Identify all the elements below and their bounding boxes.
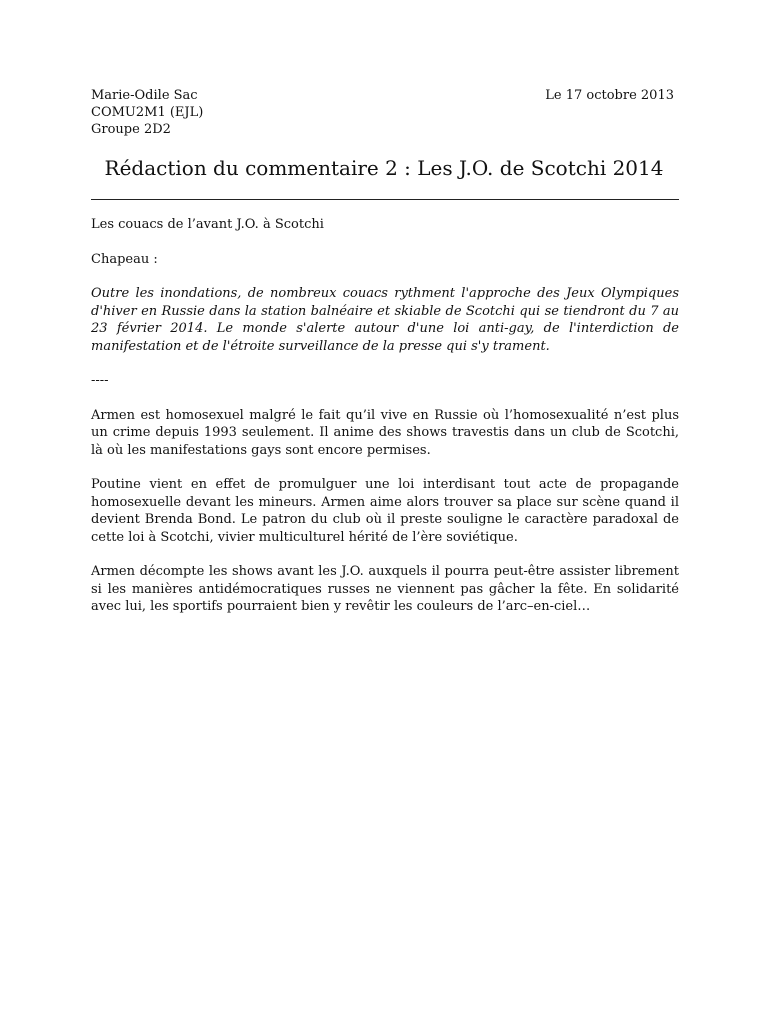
document-title: Rédaction du commentaire 2 : Les J.O. de Scotchi 2014 xyxy=(104,156,664,180)
course-code: COMU2M1 (EJL) xyxy=(91,105,204,120)
section-separator: ---- xyxy=(91,373,109,388)
author-block xyxy=(91,87,203,138)
body-paragraph: Armen décompte les shows avant les J.O. auxquels il pourra peut-être assister librement si les manières antidémocratiques russes ne viennent pas gâcher la fête. En solidarité avec lui, les sportifs pourraient bien y revêtir les couleurs de l’arc–en-ciel… xyxy=(91,564,679,614)
group-name: Groupe 2D2 xyxy=(91,122,171,137)
body-paragraph: Poutine vient en effet de promulguer une loi interdisant tout acte de propagande homosexuelle devant les mineurs. Armen aime alors trouver sa place sur scène quand il devient Brenda Bond. Le patron du club où il preste souligne le caractère paradoxal de cette loi à Scotchi, vivier multiculturel hérité de l’ère soviétique. xyxy=(91,477,679,545)
document-body xyxy=(91,216,679,633)
document-date: Le 17 octobre 2013 xyxy=(545,88,674,103)
author-name: Marie-Odile Sac xyxy=(91,88,198,103)
chapeau-label: Chapeau : xyxy=(91,251,158,267)
chapeau-text: Outre les inondations, de nombreux couacs rythment l'approche des Jeux Olympiques d'hiver en Russie dans la station balnéaire et skiable de Scotchi qui se tiendront du 7 au 23 février 2014. Le monde s'alerte autour d'une loi anti-gay, de l'interdiction de manifestation et de l'étroite surveillance de la presse qui s'y trament. xyxy=(91,286,679,354)
title-divider xyxy=(91,199,679,200)
article-headline: Les couacs de l’avant J.O. à Scotchi xyxy=(91,217,324,232)
body-paragraph: Armen est homosexuel malgré le fait qu’il vive en Russie où l’homosexualité n’est plus un crime depuis 1993 seulement. Il anime des shows travestis dans un club de Scotchi, là où les manifestations gays sont encore permises. xyxy=(91,407,679,458)
